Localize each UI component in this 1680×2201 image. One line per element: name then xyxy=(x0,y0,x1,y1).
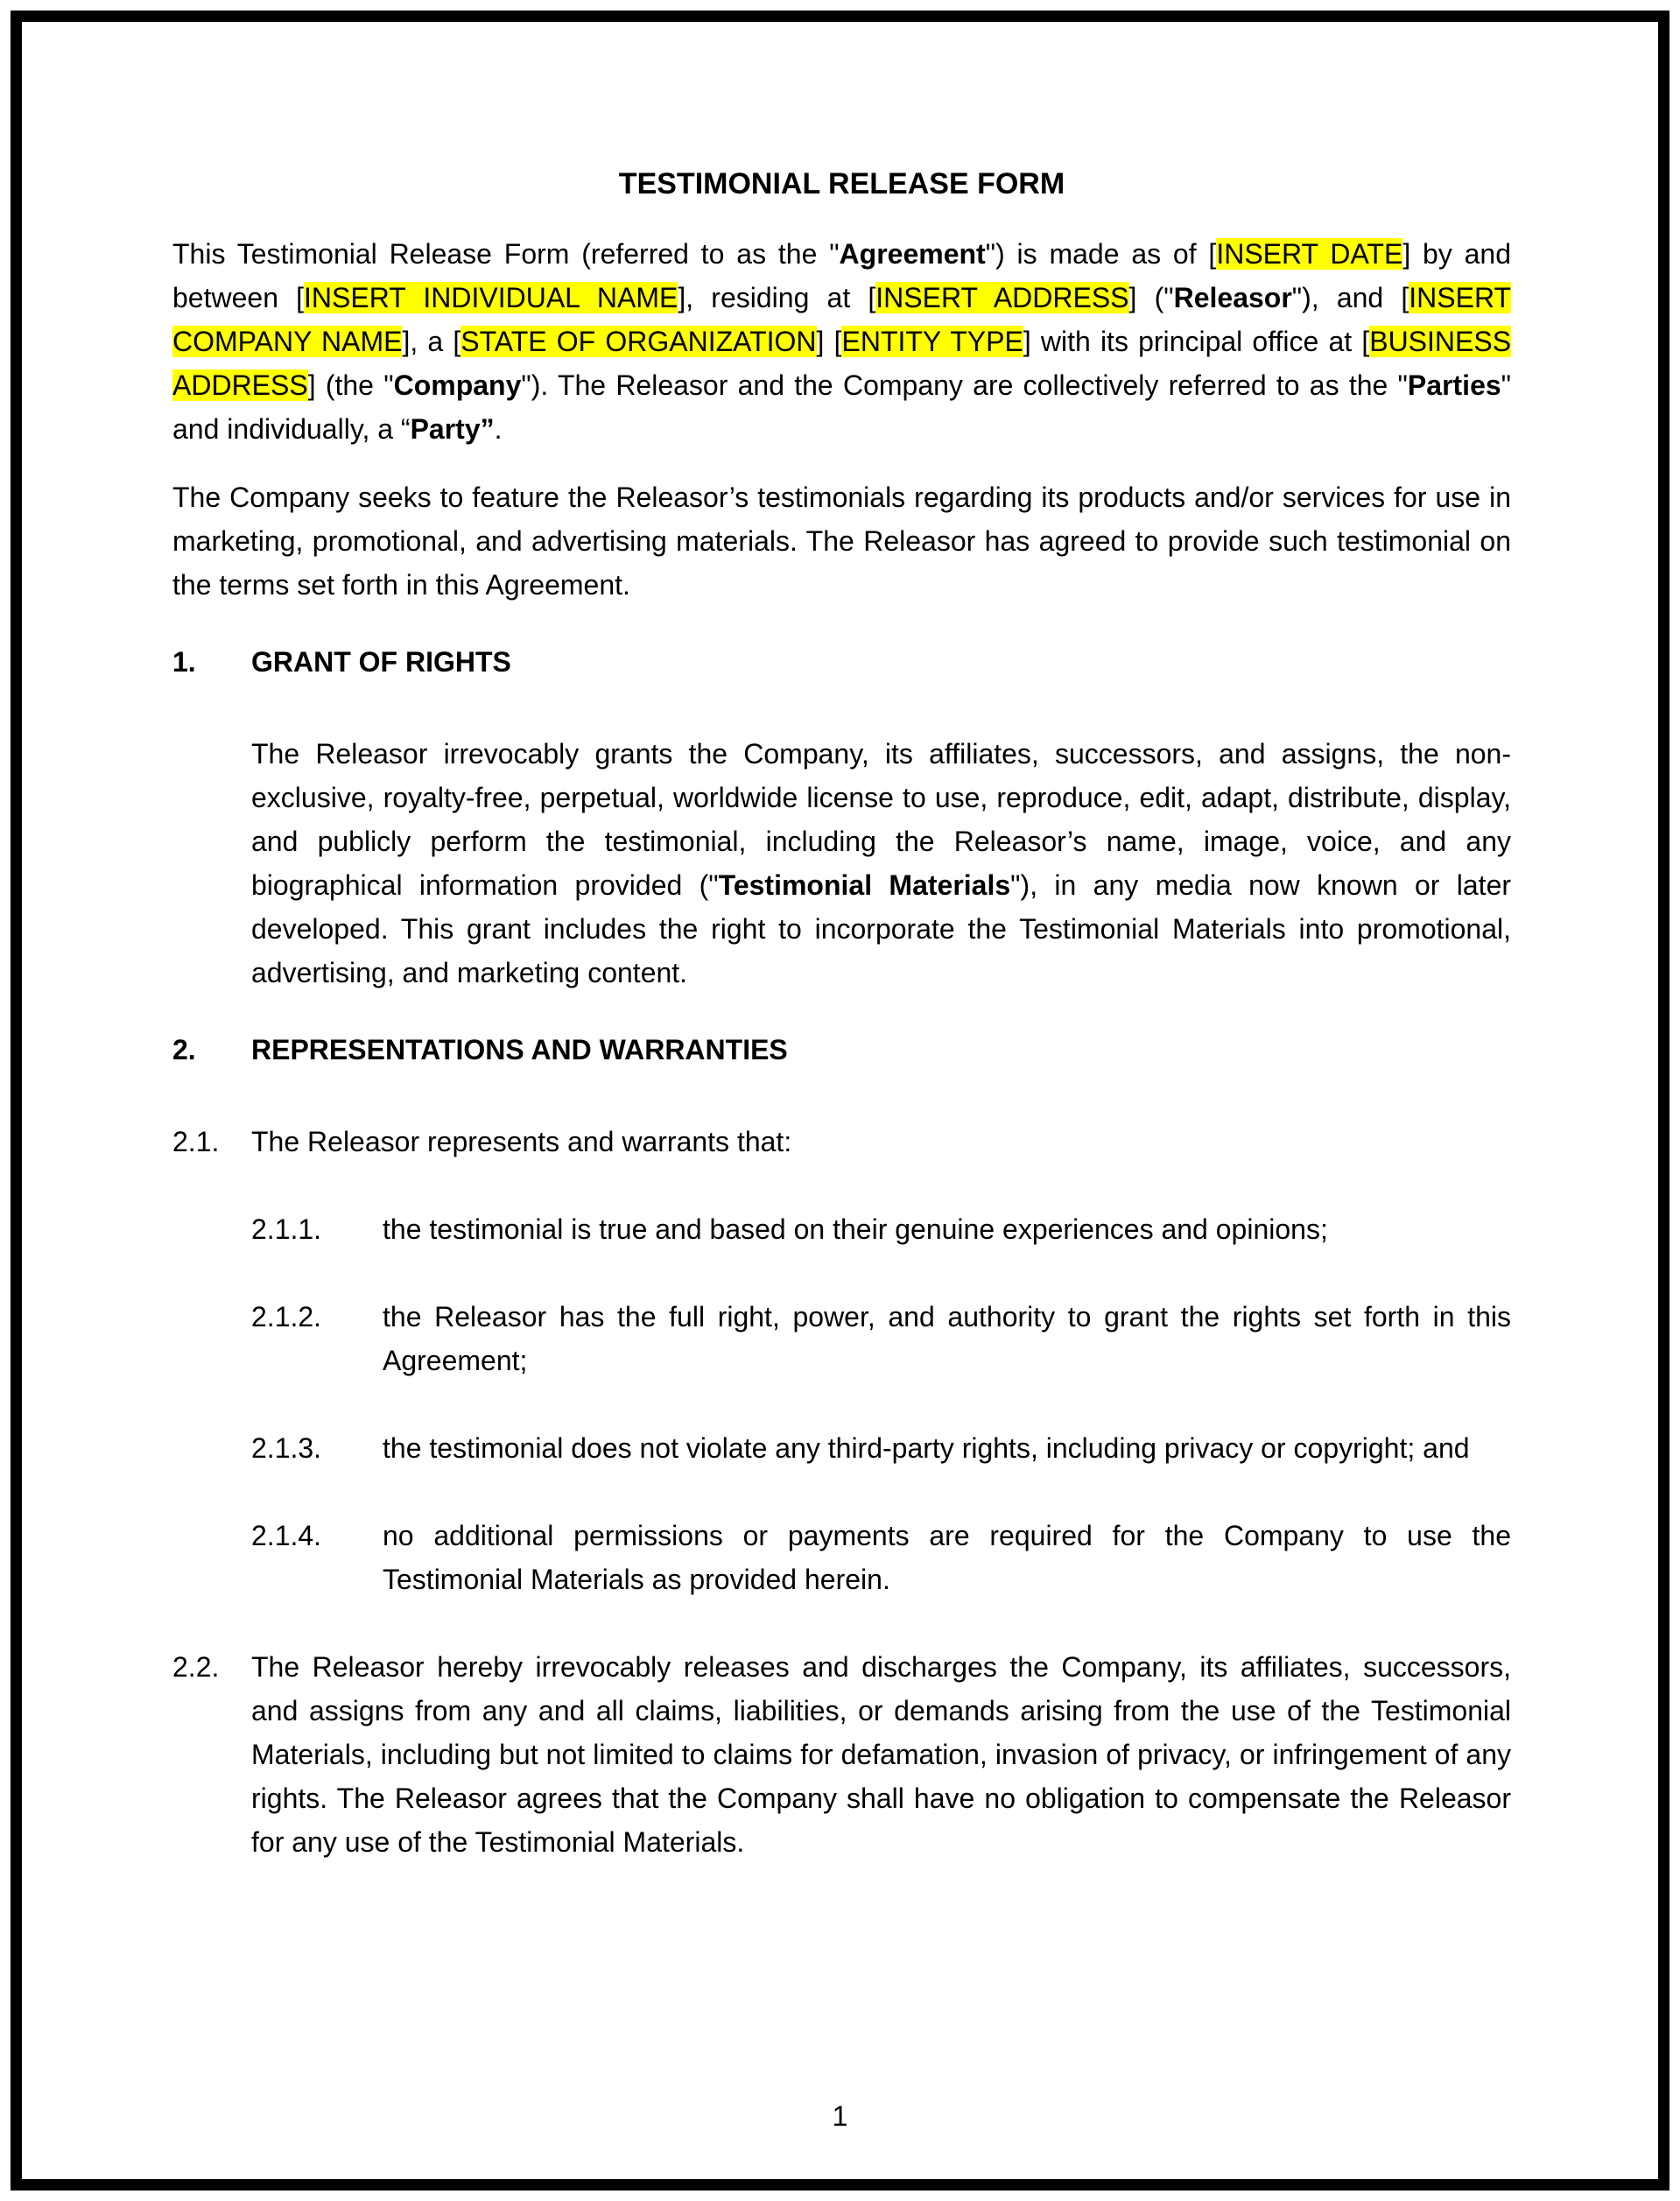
clause-2-2 xyxy=(172,1645,1511,1864)
subclause-2-1-1-number: 2.1.1. xyxy=(251,1213,322,1245)
subclause-2-1-3-text: the testimonial does not violate any third-party rights, including privacy or copyright; and xyxy=(383,1432,1470,1464)
subclause-2-1-3-number: 2.1.3. xyxy=(251,1432,322,1464)
subclause-2-1-2-text: the Releasor has the full right, power, and authority to grant the rights set forth in this Agreement; xyxy=(383,1301,1511,1376)
section-2-number: 2. xyxy=(172,1034,196,1065)
subclause-2-1-2 xyxy=(251,1295,1511,1382)
document-title: TESTIMONIAL RELEASE FORM xyxy=(618,167,1065,200)
subclause-2-1-1 xyxy=(251,1207,1511,1251)
clause-2-1-number: 2.1. xyxy=(172,1126,220,1157)
section-1-heading xyxy=(172,640,1511,684)
document-content xyxy=(22,22,1658,1864)
section-1-heading-text: GRANT OF RIGHTS xyxy=(251,646,511,678)
clause-2-2-text: The Releasor hereby irrevocably releases and discharges the Company, its affiliates, successors, and assigns from any and all claims, liabilities, or demands arising from the use of the Testimonial Materials, including but not limited to claims for defamation, invasion of privacy, or infringement of any rights. The Releasor agrees that the Company shall have no obligation to compensate the Releasor for any use of the Testimonial Materials. xyxy=(251,1651,1511,1858)
subclause-2-1-4 xyxy=(251,1514,1511,1601)
subclause-2-1-4-text: no additional permissions or payments are required for the Company to use the Testimonial Materials as provided herein. xyxy=(383,1520,1511,1595)
subclause-2-1-1-text: the testimonial is true and based on their genuine experiences and opinions; xyxy=(383,1213,1328,1245)
section-1-number: 1. xyxy=(172,646,196,678)
section-2-heading xyxy=(172,1028,1511,1072)
subclause-2-1-2-number: 2.1.2. xyxy=(251,1301,322,1333)
clause-2-1 xyxy=(172,1120,1511,1164)
document-page xyxy=(11,11,1669,2190)
section-2-heading-text: REPRESENTATIONS AND WARRANTIES xyxy=(251,1034,788,1065)
subclause-2-1-3 xyxy=(251,1426,1511,1470)
subclause-2-1-4-number: 2.1.4. xyxy=(251,1520,322,1551)
intro-paragraph-2: The Company seeks to feature the Releasor’s testimonials regarding its products and/or services for use in marketing, promotional, and advertising materials. The Releasor has agreed to provide such testimonial on the terms set forth in this Agreement. xyxy=(172,482,1511,601)
page-number: 1 xyxy=(832,2100,848,2132)
section-1-body: The Releasor irrevocably grants the Company, its affiliates, successors, and assigns, the non-exclusive, royalty-free, perpetual, worldwide license to use, reproduce, edit, adapt, distribute, display, and publicly perform the testimonial, including the Releasor’s name, image, voice, and any biographical information provided ("Testimonial Materials"), in any media now known or later developed. This grant includes the right to incorporate the Testimonial Materials into promotional, advertising, and marketing content. xyxy=(251,738,1512,988)
clause-2-2-number: 2.2. xyxy=(172,1651,220,1683)
intro-paragraph-1: This Testimonial Release Form (referred to as the "Agreement") is made as of [INSERT DATE] by and between [INSERT INDIVIDUAL NAME], residing at [INSERT ADDRESS] ("Releasor"), and [INSERT COMPANY NAME], a [STATE OF ORGANIZATION] [ENTITY TYPE] with its principal office at [BUSINESS ADDRESS] (the "Company"). The Releasor and the Company are collectively referred to as the "Parties" and individually, a “Party”. xyxy=(172,238,1512,445)
clause-2-1-text: The Releasor represents and warrants that: xyxy=(251,1126,792,1157)
